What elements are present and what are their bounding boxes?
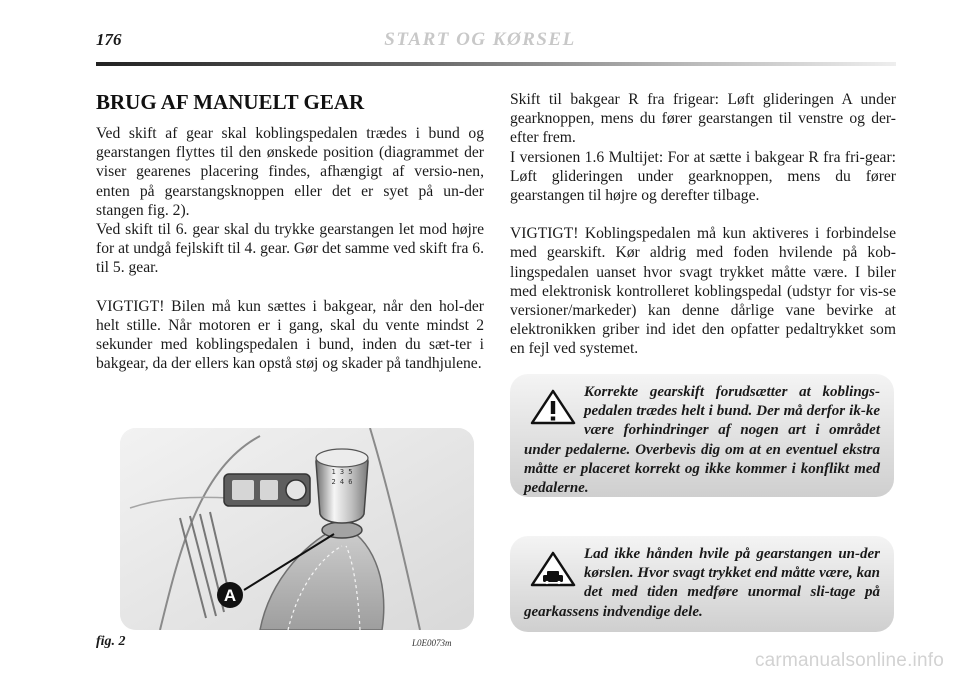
page-number: 176 — [96, 30, 122, 49]
shift-pattern-row: 2 4 6 — [331, 478, 353, 486]
paragraph: VIGTIGT! Koblingspedalen må kun aktiveres i forbindelse med gearskift. Kør aldrig med foden hvilende på kob-lingspedalen uanset hvor svagt trykket måtte være. I biler med elektronisk kontrolleret koblingspedal (udstyr for vis-se versioner/markeder) kan denne dårlige vane bevirke at elektronikken griber ind idet den opfatter pedaltrykket som en fejl ved systemet. — [510, 225, 896, 358]
paragraph: Ved skift til 6. gear skal du trykke gearstangen let mod højre for at undgå fejlskift til 4. gear. Gør det samme ved skift fra 6. til 5. gear. — [96, 221, 485, 277]
warning-text: Lad ikke hånden hvile på gearstangen un-der kørslen. Hvor svagt trykket end måtte være, kan det med tiden medføre unormal sli-tage på gearkassens indvendige dele. — [524, 546, 880, 620]
warning-text: Korrekte gearskift forudsætter at koblings-pedalen trædes helt i bund. Der må derfor ik-ke være forhindringer af nogen art i området under pedalerne. Overbevis dig om at en eventuel ekstra måtte er placeret korrekt og ikke kommer i konflikt med pedalerne. — [524, 384, 880, 497]
paragraph: Ved skift af gear skal koblingspedalen trædes i bund og gearstangen flyttes til den ønskede position (diagrammet der viser gearenes placering findes, afhængigt af versio-nen, enten på gearstangsknoppen eller det er syet på un-der stangen fig. 2). — [96, 125, 484, 219]
gear-lever-illustration — [120, 428, 474, 630]
figure-caption: fig. 2 — [96, 634, 126, 649]
watermark: carmanualsonline.info — [754, 650, 944, 671]
shift-pattern-row: 1 3 5 — [331, 468, 353, 476]
warning-box — [510, 374, 894, 497]
paragraph: VIGTIGT! Bilen må kun sættes i bakgear, når den hol-der helt stille. Når motoren er i gang, skal du vente mindst 2 sekunder med koblingspedalen i bund, inden du sæt-ter i bakgear, da der ellers kan opstå støj og skader på tandhjulene. — [96, 297, 484, 373]
header-rule — [96, 62, 896, 66]
paragraph: Skift til bakgear R fra frigear: Løft glideringen A under gearknoppen, mens du fører gearstangen til venstre og der-efter frem. — [510, 91, 896, 147]
left-column — [96, 90, 484, 373]
paragraph: I versionen 1.6 Multijet: For at sætte i bakgear R fra fri-gear: Løft glideringen under gearknoppen, mens du fører gearstangen til højre og derefter tilbage. — [510, 148, 896, 205]
section-title: START OG KØRSEL — [384, 29, 576, 50]
warning-box — [510, 536, 894, 632]
figure-gear-lever — [120, 428, 474, 630]
damage-warning-icon — [530, 551, 576, 591]
right-column — [510, 90, 896, 359]
callout-label: A — [223, 586, 237, 605]
warning-triangle-icon — [530, 389, 576, 429]
figure-code: L0E0073m — [412, 638, 452, 648]
section-heading: BRUG AF MANUELT GEAR — [96, 90, 365, 114]
